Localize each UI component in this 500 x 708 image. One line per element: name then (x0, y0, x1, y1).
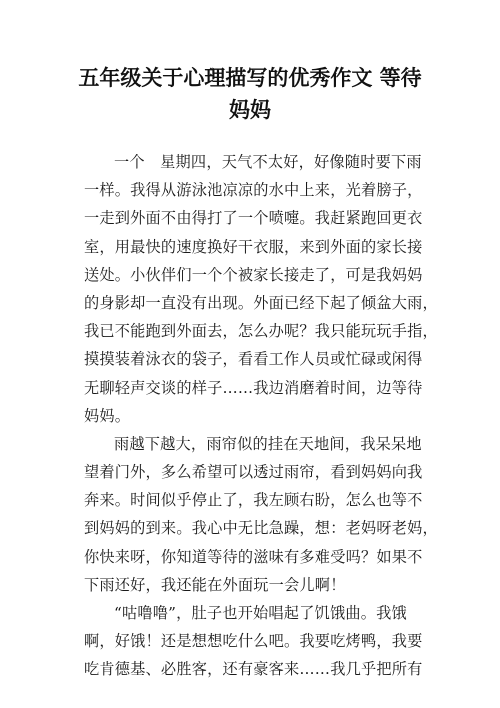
text-line: 一个 星期四，天气不太好，好像随时要下雨 (114, 153, 422, 171)
text-line: 妈妈。 (84, 406, 131, 425)
text-line: 室，用最快的速度换好干衣服，来到外面的家长接 (84, 237, 423, 256)
text-line: 一走到外面不由得打了一个喷嚏。我赶紧跑回更衣 (84, 209, 423, 228)
text-line: 摸摸装着泳衣的袋子，看看工作人员或忙碌或闲得 (84, 350, 423, 369)
text-line: 奔来。时间似乎停止了，我左顾右盼，怎么也等不 (84, 491, 423, 510)
text-line: 到妈妈的到来。我心中无比急躁，想：老妈呀老妈， (84, 519, 438, 538)
title-line: 五年级关于心理描写的优秀作文 等待 (78, 66, 422, 90)
text-line: 一样。我得从游泳池凉凉的水中上来，光着膀子， (84, 181, 423, 200)
text-line: 无聊轻声交谈的样子……我边消磨着时间，边等待 (84, 378, 423, 397)
text-line: 你快来呀，你知道等待的滋味有多难受吗？如果不 (84, 547, 423, 566)
text-line: 望着门外，多么希望可以透过雨帘，看到妈妈向我 (84, 463, 423, 482)
article-body (84, 148, 438, 684)
title-line: 妈妈 (229, 98, 271, 122)
text-line: 我已不能跑到外面去，怎么办呢？我只能玩玩手指， (84, 322, 438, 341)
text-line: “咕噜噜”，肚子也开始唱起了饥饿曲。我饿 (114, 604, 407, 622)
article-title (60, 62, 440, 126)
text-line: 下雨还好，我还能在外面玩一会儿啊！ (84, 575, 346, 594)
text-line: 的身影却一直没有出现。外面已经下起了倾盆大雨， (84, 293, 438, 312)
text-line: 送处。小伙伴们一个个被家长接走了，可是我妈妈 (84, 265, 423, 284)
text-line: 雨越下越大，雨帘似的挂在天地间，我呆呆地 (114, 434, 422, 453)
text-line: 啊，好饿！还是想想吃什么吧。我要吃烤鸭，我要 (84, 632, 423, 651)
text-line: 吃肯德基、必胜客，还有豪客来……我几乎把所有 (84, 660, 423, 679)
